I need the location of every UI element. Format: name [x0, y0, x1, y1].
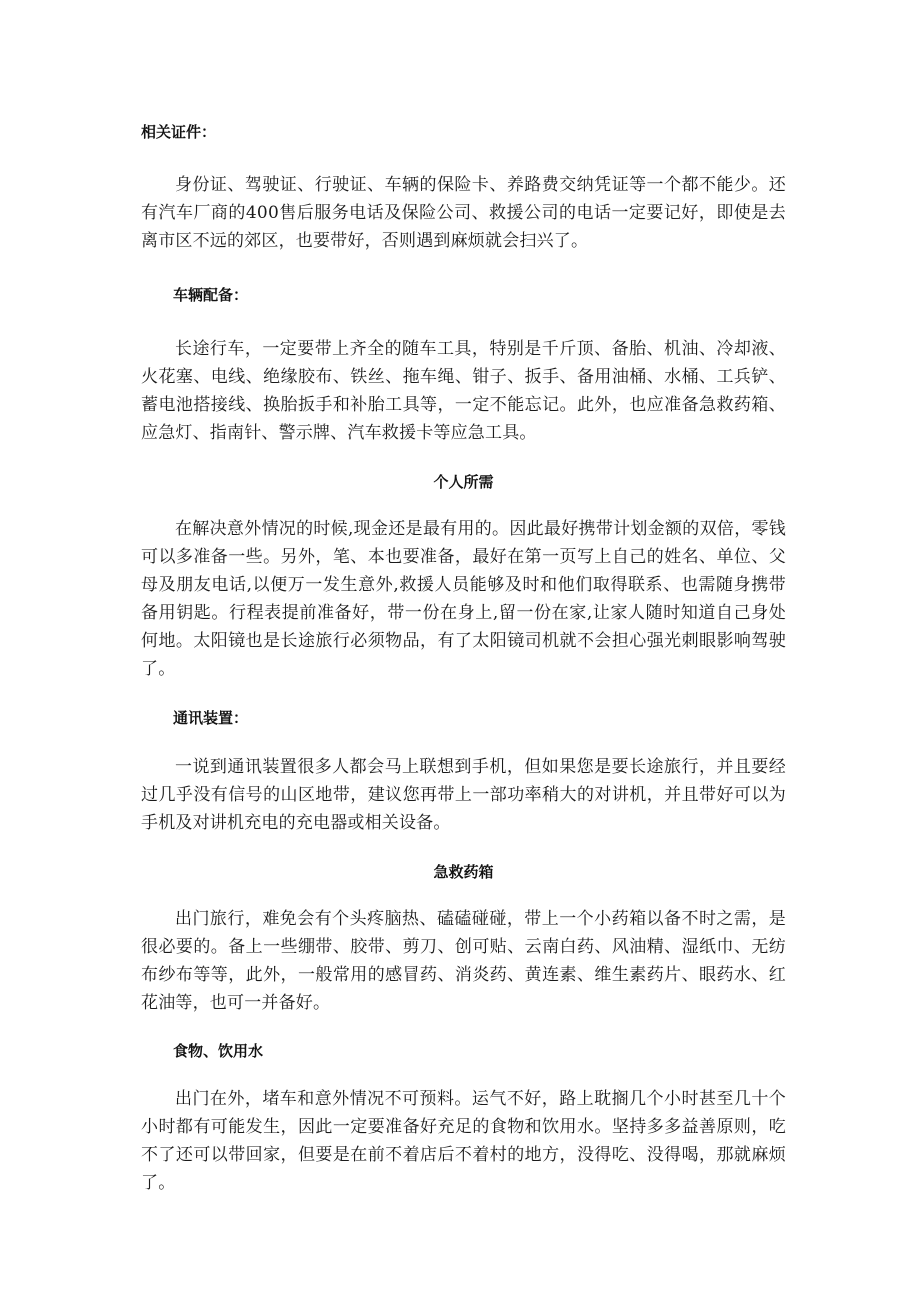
document-body	[141, 120, 786, 1197]
section-paragraph-personal-needs: 在解决意外情况的时候,现金还是最有用的。因此最好携带计划金额的双倍，零钱可以多准备一些。另外，笔、本也要准备，最好在第一页写上自己的姓名、单位、父母及朋友电话,以便万一发生意外,救援人员能够及时和他们取得联系、也需随身携带备用钥匙。行程表提前准备好，带一份在身上,留一份在家,让家人随时知道自己身处何地。太阳镜也是长途旅行必须物品，有了太阳镜司机就不会担心强光刺眼影响驾驶了。	[141, 519, 786, 679]
section-paragraph-documents: 身份证、驾驶证、行驶证、车辆的保险卡、养路费交纳凭证等一个都不能少。还有汽车厂商的400售后服务电话及保险公司、救援公司的电话一定要记好，即使是去离市区不远的郊区，也要带好，否则遇到麻烦就会扫兴了。	[141, 175, 786, 251]
section-heading-communication: 通讯装置：	[173, 709, 249, 727]
section-heading-documents: 相关证件：	[141, 123, 217, 141]
section-heading-personal-needs: 个人所需	[433, 473, 494, 491]
section-paragraph-vehicle-equipment: 长途行车，一定要带上齐全的随车工具，特别是千斤顶、备胎、机油、冷却液、火花塞、电线、绝缘胶布、铁丝、拖车绳、钳子、扳手、备用油桶、水桶、工兵铲、蓄电池搭接线、换胎扳手和补胎工具等，一定不能忘记。此外，也应准备急救药箱、应急灯、指南针、警示牌、汽车救援卡等应急工具。	[141, 339, 786, 443]
section-heading-food-water: 食物、饮用水	[173, 1042, 264, 1060]
section-paragraph-food-water: 出门在外，堵车和意外情况不可预料。运气不好，路上耽搁几个小时甚至几十个小时都有可能发生，因此一定要准备好充足的食物和饮用水。坚持多多益善原则，吃不了还可以带回家，但要是在前不着店后不着村的地方，没得吃、没得喝，那就麻烦了。	[141, 1089, 786, 1193]
section-heading-first-aid: 急救药箱	[433, 863, 494, 881]
section-heading-vehicle-equipment: 车辆配备：	[173, 286, 249, 304]
section-paragraph-first-aid: 出门旅行，难免会有个头疼脑热、磕磕碰碰，带上一个小药箱以备不时之需，是很必要的。备上一些绷带、胶带、剪刀、创可贴、云南白药、风油精、湿纸巾、无纺布纱布等等，此外，一般常用的感冒药、消炎药、黄连素、维生素药片、眼药水、红花油等，也可一并备好。	[141, 909, 786, 1013]
section-paragraph-communication: 一说到通讯装置很多人都会马上联想到手机，但如果您是要长途旅行，并且要经过几乎没有信号的山区地带，建议您再带上一部功率稍大的对讲机，并且带好可以为手机及对讲机充电的充电器或相关设备。	[141, 757, 786, 833]
